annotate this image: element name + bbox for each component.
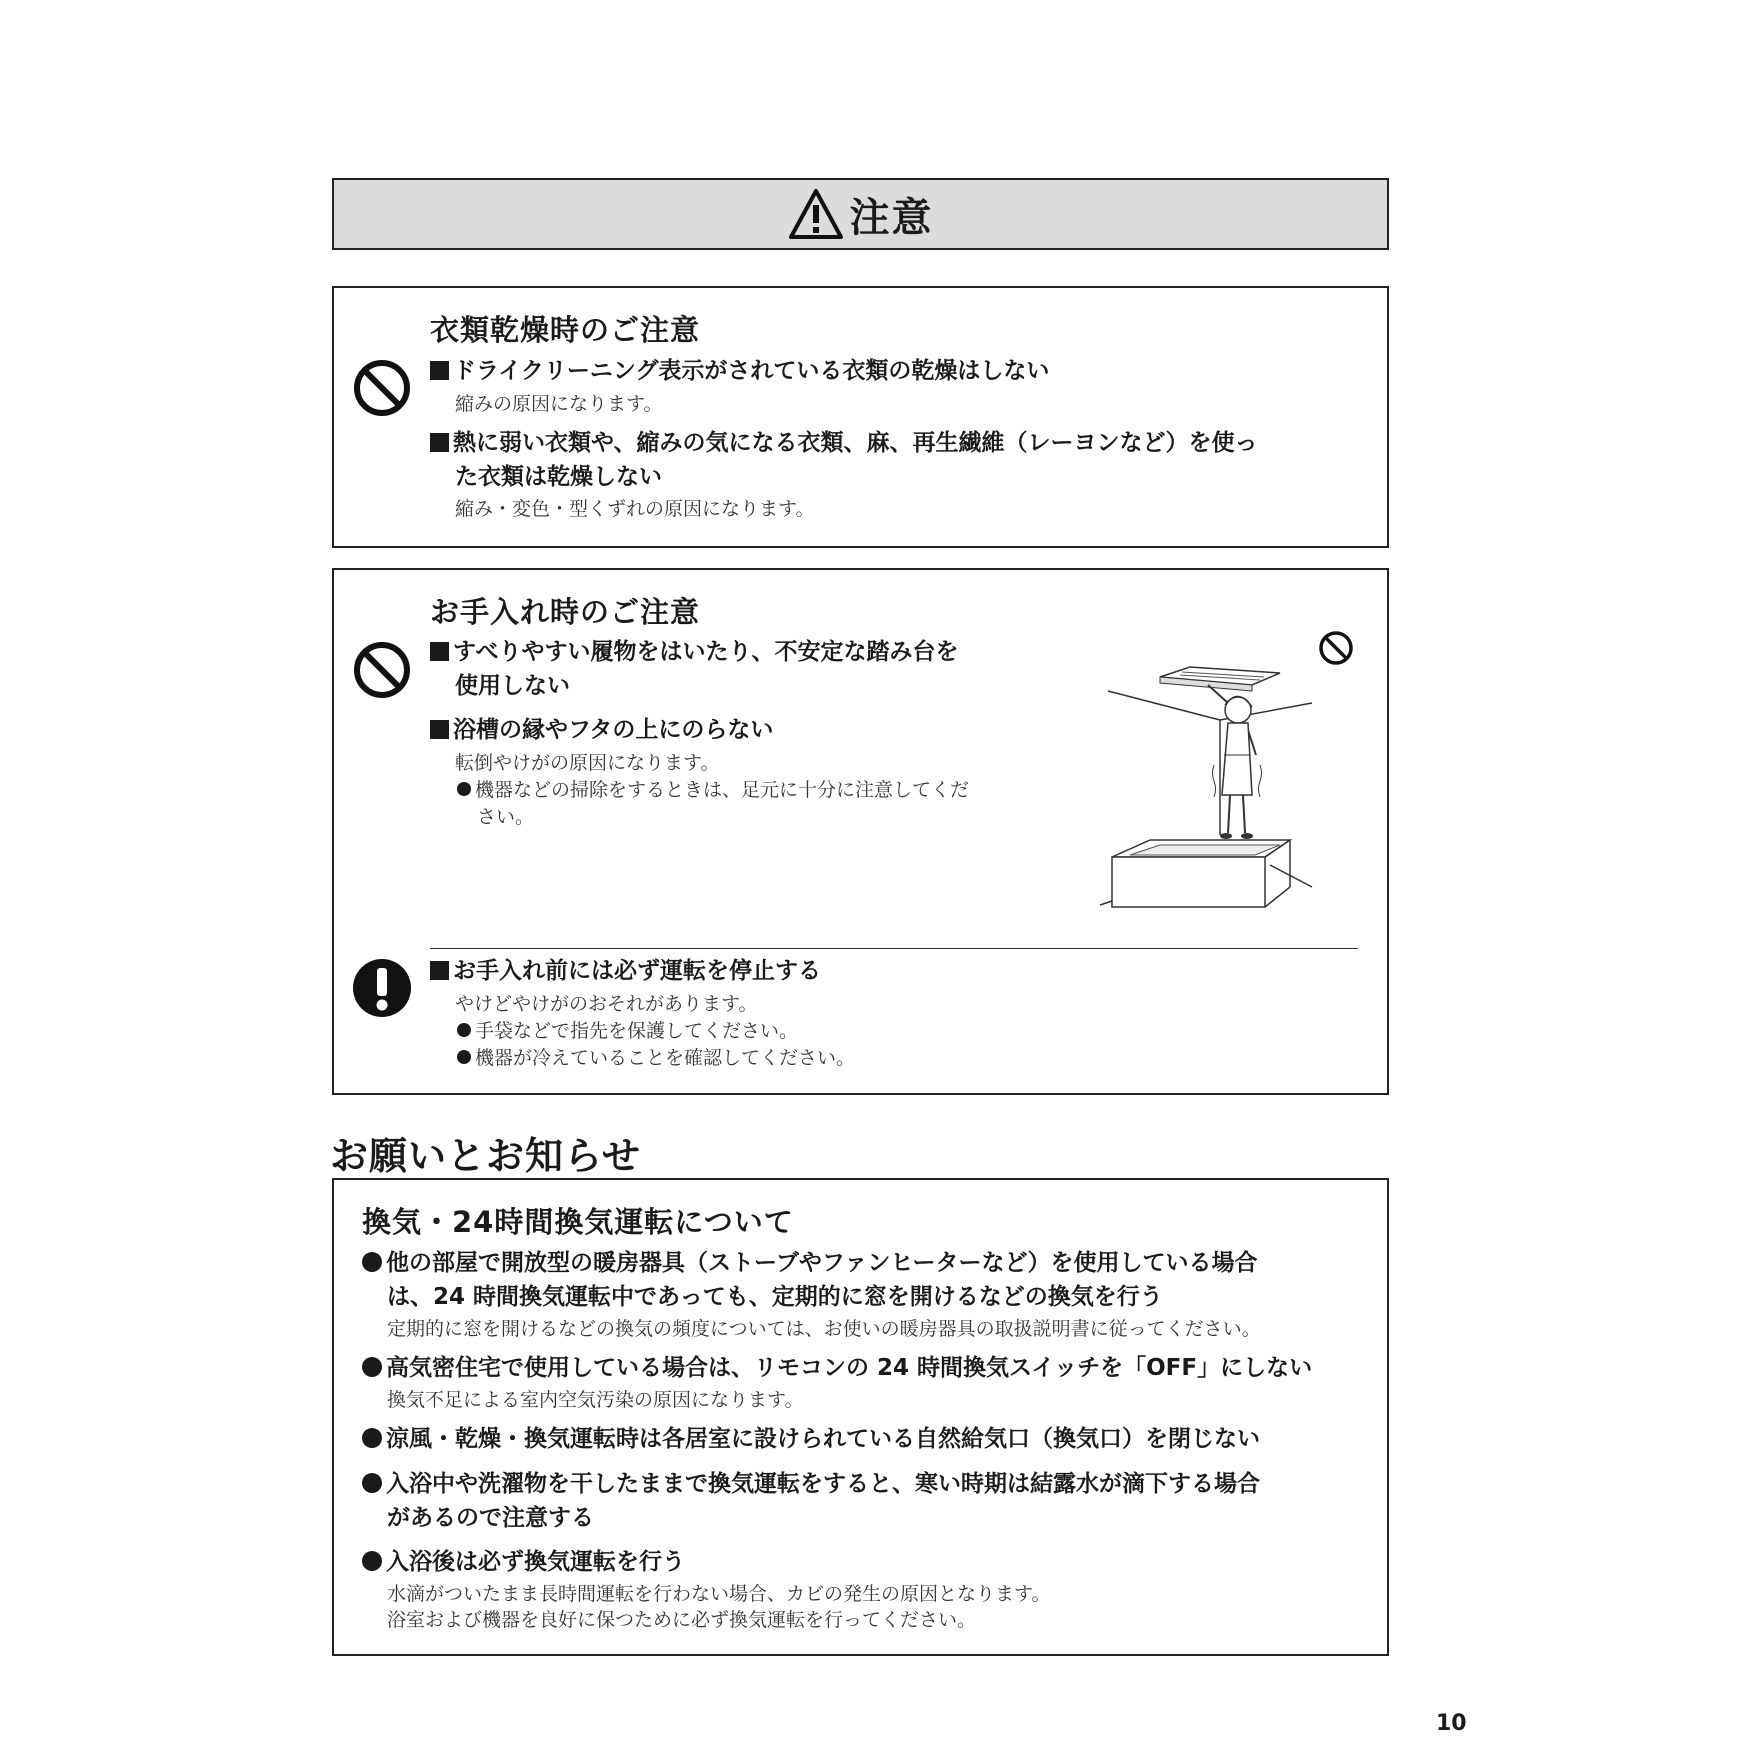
square-bullet-icon xyxy=(430,961,449,980)
notice-2: 高気密住宅で使用している場合は、リモコンの 24 時間換気スイッチを「OFF」にしない xyxy=(362,1351,1312,1385)
prohibited-icon xyxy=(352,358,412,418)
drying-item-2-heading: 熱に弱い衣類や、縮みの気になる衣類、麻、再生繊維（レーヨンなど）を使っ xyxy=(430,426,1258,460)
notice-1-cont: は、24 時間換気運転中であっても、定期的に窓を開けるなどの換気を行う xyxy=(387,1284,1163,1310)
notice-2-note: 換気不足による室内空気汚染の原因になります。 xyxy=(387,1389,804,1411)
warning-triangle-icon xyxy=(788,188,844,240)
drying-item-1-note: 縮みの原因になります。 xyxy=(455,393,663,415)
notice-5-note-1: 水滴がついたまま長時間運転を行わない場合、カビの発生の原因となります。 xyxy=(387,1583,1051,1605)
drying-item-2-note: 縮み・変色・型くずれの原因になります。 xyxy=(455,498,815,520)
bullet-dot-icon xyxy=(457,1050,471,1064)
notice-5-note-2: 浴室および機器を良好に保つために必ず換気運転を行ってください。 xyxy=(387,1609,977,1631)
bullet-dot-icon xyxy=(362,1551,382,1571)
ventilation-section-title: 換気・24時間換気運転について xyxy=(362,1205,794,1239)
drying-section-title: 衣類乾燥時のご注意 xyxy=(430,313,701,347)
cleaning-item-1-cont: 使用しない xyxy=(455,673,570,699)
banner-title: 注意 xyxy=(849,194,934,241)
bathroom-cleaning-illustration xyxy=(1090,625,1380,915)
notice-3: 涼風・乾燥・換気運転時は各居室に設けられている自然給気口（換気口）を閉じない xyxy=(362,1422,1260,1456)
section-divider xyxy=(430,948,1358,949)
mandatory-icon xyxy=(351,957,413,1019)
cleaning-item-3-note: やけどやけがのおそれがあります。 xyxy=(455,993,758,1015)
prohibited-icon xyxy=(352,640,412,700)
notice-1-note: 定期的に窓を開けるなどの換気の頻度については、お使いの暖房器具の取扱説明書に従ってください。 xyxy=(387,1318,1261,1340)
cleaning-item-3-bullet-1: 手袋などで指先を保護してください。 xyxy=(457,1018,798,1045)
notice-5: 入浴後は必ず換気運転を行う xyxy=(362,1545,685,1579)
bullet-dot-icon xyxy=(457,782,471,796)
cleaning-bullet: 機器などの掃除をするときは、足元に十分に注意してくだ xyxy=(457,777,969,804)
cleaning-item-2: 浴槽の縁やフタの上にのらない xyxy=(430,713,773,747)
notice-4: 入浴中や洗濯物を干したままで換気運転をすると、寒い時期は結露水が滴下する場合 xyxy=(362,1467,1260,1501)
notice-1: 他の部屋で開放型の暖房器具（ストーブやファンヒーターなど）を使用している場合 xyxy=(362,1246,1257,1280)
drying-item-1-heading: ドライクリーニング表示がされている衣類の乾燥はしない xyxy=(430,354,1049,388)
bullet-dot-icon xyxy=(362,1428,382,1448)
square-bullet-icon xyxy=(430,361,449,380)
drying-item-2-heading-cont: た衣類は乾燥しない xyxy=(455,464,662,490)
bullet-dot-icon xyxy=(362,1357,382,1377)
page-number: 10 xyxy=(1436,1711,1467,1736)
cleaning-item-3: お手入れ前には必ず運転を停止する xyxy=(430,954,821,988)
bullet-dot-icon xyxy=(362,1473,382,1493)
cleaning-section-title: お手入れ時のご注意 xyxy=(430,595,701,629)
bullet-dot-icon xyxy=(362,1252,382,1272)
square-bullet-icon xyxy=(430,642,449,661)
square-bullet-icon xyxy=(430,433,449,452)
notices-heading: お願いとお知らせ xyxy=(330,1134,641,1178)
cleaning-bullet-cont: さい。 xyxy=(477,806,535,828)
small-prohibited-icon xyxy=(1321,633,1351,663)
caution-banner xyxy=(332,178,1389,250)
bullet-dot-icon xyxy=(457,1023,471,1037)
cleaning-note: 転倒やけがの原因になります。 xyxy=(455,752,720,774)
cleaning-item-3-bullet-2: 機器が冷えていることを確認してください。 xyxy=(457,1045,855,1072)
cleaning-item-1: すべりやすい履物をはいたり、不安定な踏み台を xyxy=(430,635,959,669)
notice-4-cont: があるので注意する xyxy=(387,1505,594,1531)
square-bullet-icon xyxy=(430,720,449,739)
